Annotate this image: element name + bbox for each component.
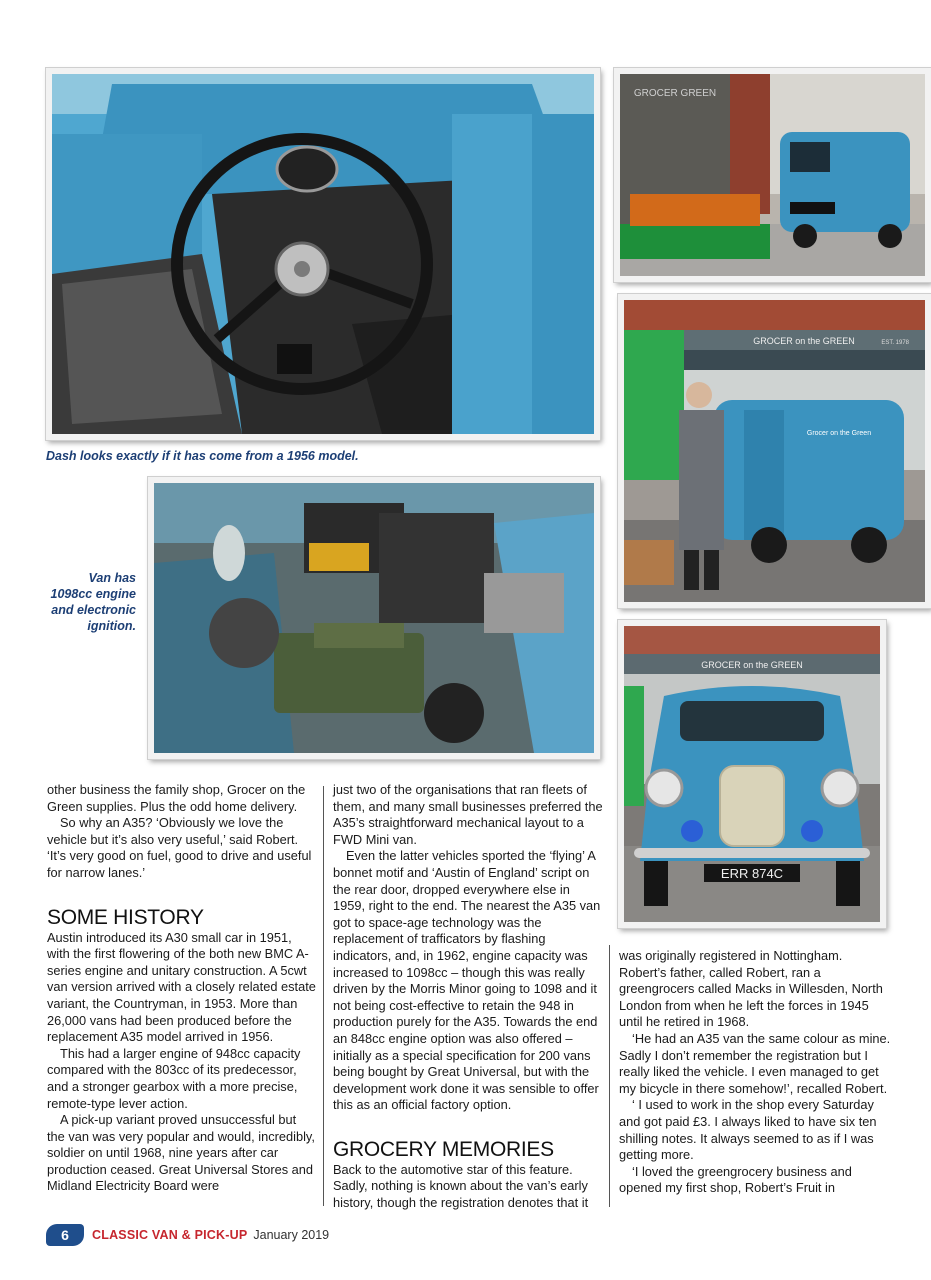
engine-caption-line: ignition. <box>87 619 136 633</box>
paragraph: Back to the automotive star of this feature. Sadly, nothing is known about the van’s early history, though the registration denotes that it <box>333 1161 589 1211</box>
engine-caption-line: 1098cc engine <box>50 587 136 601</box>
dash-caption: Dash looks exactly if it has come from a 1956 model. <box>46 449 359 463</box>
article-column-2 <box>333 782 605 1212</box>
article-column-3 <box>619 948 891 1197</box>
section-heading: SOME HISTORY <box>47 905 204 929</box>
paragraph: was originally registered in Nottingham. Robert’s father, called Robert, ran a greengrocers called Macks in Willesden, North London from when he left the forces in 1945 until he retired in 1968. <box>619 948 883 1030</box>
dashboard-photo <box>46 68 600 440</box>
page-footer <box>46 1222 329 1248</box>
engine-caption-line: and electronic <box>51 603 136 617</box>
paragraph: ‘ I used to work in the shop every Saturday and got paid £3. I always liked to have six ten shilling notes. It always seemed to as if I was getting more. <box>619 1097 877 1163</box>
plate-text: ERR 874C <box>720 866 784 881</box>
est-text: EST. 1978 <box>881 340 909 346</box>
paragraph: just two of the organisations that ran fleets of them, and many small businesses preferred the A35’s straightforward mechanical layout to a FWD Mini van. <box>333 782 603 847</box>
engine-bay-photo <box>148 477 600 759</box>
column-rule <box>609 945 610 1207</box>
paragraph: other business the family shop, Grocer on the Green supplies. Plus the odd home delivery. <box>47 782 306 814</box>
paragraph: Even the latter vehicles sported the ‘flying’ A bonnet motif and ‘Austin of England’ script on the rear door, dropped everywhere else in 1959, right to the end. The nearest the A35 van got to space-age technology was the replacement of trafficators by flashing indicators, and, in 1962, engine capacity was increased to 1098cc – though this was really driven by the Morris Minor going to 1098 and it not being cost-effective to retain the 948 in production purely for the A35. Towards the end an 848cc engine option was also offered – initially as a special specification for 200 vans being bought by Great Universal, but with the development work done it was sensible to offer this as an official factory option. <box>333 848 601 1113</box>
section-heading: GROCERY MEMORIES <box>333 1137 554 1161</box>
column-rule <box>323 786 324 1206</box>
engine-caption-line: Van has <box>88 571 136 585</box>
magazine-title: CLASSIC VAN & PICK-UP <box>92 1228 248 1242</box>
page-number-badge: 6 <box>46 1224 84 1246</box>
paragraph: This had a larger engine of 948cc capacity compared with the 803cc of its predecessor, and a stronger gearbox with a more precise, remote-type lever action. <box>47 1045 301 1111</box>
shop-sign-text: GROCER GREEN <box>633 88 717 99</box>
shopfront-van-photo <box>614 68 931 282</box>
paragraph: So why an A35? ‘Obviously we love the vehicle but it’s also very useful,’ said Robert. ‘It’s very good on fuel, good to drive and useful for narrow lanes.’ <box>47 815 312 880</box>
van-side-text: Grocer on the Green <box>806 430 872 437</box>
van-front-photo <box>618 620 886 928</box>
shop-sign-text: GROCER on the GREEN <box>753 336 855 346</box>
paragraph: A pick-up variant proved unsuccessful but the van was very popular and would, incredibly, soldier on until 1968, nine years after car production ceased. Great Universal Stores and Midland Electricity Board were <box>47 1112 315 1194</box>
article-column-1 <box>47 782 317 1195</box>
loading-van-photo <box>618 294 931 608</box>
steering-wheel-icon <box>52 74 594 434</box>
paragraph: Austin introduced its A30 small car in 1951, with the first flowering of the both new BMC A-series engine and unitary construction. A 5cwt van version arrived with a closely related estate variant, the Countryman, in 1953. More than 26,000 vans had been produced before the replacement A35 model arrived in 1956. <box>47 929 316 1045</box>
issue-date: January 2019 <box>253 1228 330 1242</box>
engine-caption <box>46 570 136 634</box>
engine-icon <box>154 483 594 753</box>
shop-sign-text: GROCER on the GREEN <box>701 660 803 670</box>
paragraph: ‘I loved the greengrocery business and opened my first shop, Robert’s Fruit in <box>619 1163 852 1196</box>
paragraph: ‘He had an A35 van the same colour as mine. Sadly I don’t remember the registration but I really liked the vehicle. I even managed to get my bicycle in there somehow!’, recalled Robert. <box>619 1030 891 1096</box>
